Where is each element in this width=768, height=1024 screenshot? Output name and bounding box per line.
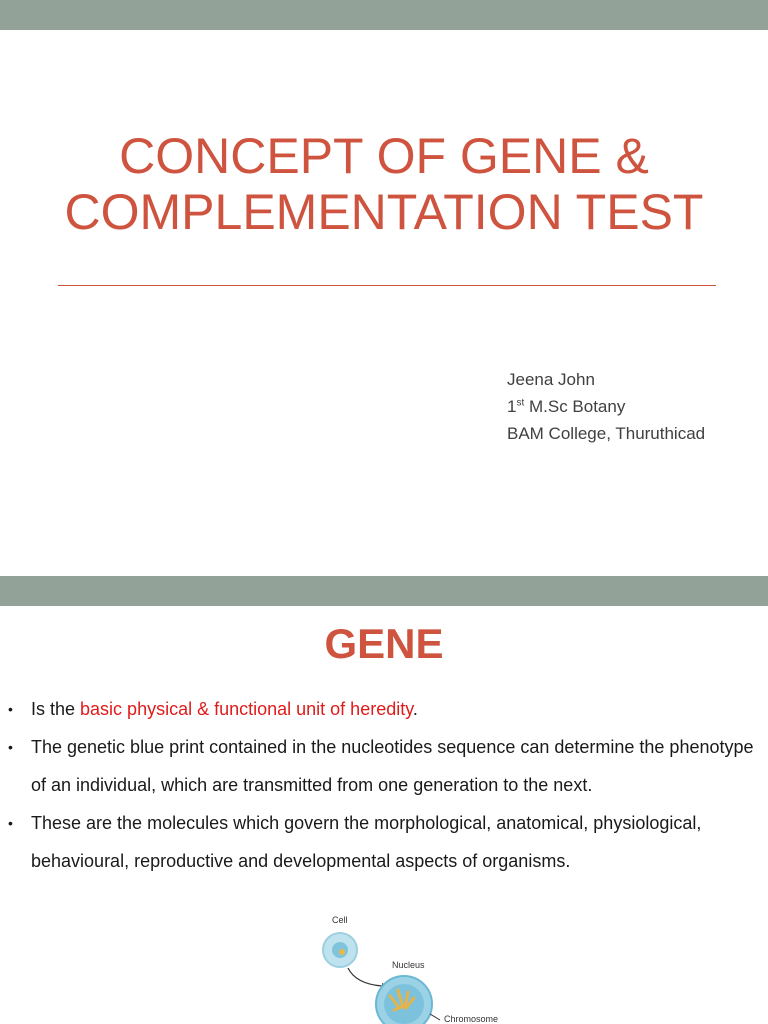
top-bar	[0, 576, 768, 606]
bullet-item: • The genetic blue print contained in the nucleotides sequence can determine the phenotype of an individual, which are transmitted from one generation to the next.	[6, 728, 762, 804]
bullet-icon: •	[8, 701, 13, 717]
cell-label: Cell	[332, 915, 348, 925]
cell-diagram-graphic	[290, 906, 530, 1024]
author-course: 1st M.Sc Botany	[507, 397, 626, 416]
author-college: BAM College, Thuruthicad	[507, 424, 706, 443]
arrow-icon	[348, 968, 382, 986]
top-bar	[0, 0, 768, 30]
title-line-2: COMPLEMENTATION TEST	[64, 184, 704, 240]
author-block	[507, 366, 705, 447]
bullet-icon: •	[8, 739, 13, 755]
author-name: Jeena John	[507, 370, 595, 389]
slide-title	[0, 128, 768, 240]
bullet-list	[6, 690, 762, 880]
title-divider	[58, 285, 716, 286]
chromosome-label: Chromosome	[444, 1014, 499, 1024]
bullet-item: • These are the molecules which govern the morphological, anatomical, physiological, behavioural, reproductive and developmental aspects of organisms.	[6, 804, 762, 880]
bullet-icon: •	[8, 815, 13, 831]
gene-slide	[0, 576, 768, 1024]
highlight-text: basic physical & functional unit of heredity	[80, 699, 413, 719]
slide-heading: GENE	[324, 620, 444, 667]
title-line-1: CONCEPT OF GENE &	[119, 128, 649, 184]
bullet-item: • Is the basic physical & functional unit of heredity.	[6, 690, 762, 728]
cell-diagram	[290, 906, 530, 1024]
nucleus-label: Nucleus	[392, 960, 425, 970]
